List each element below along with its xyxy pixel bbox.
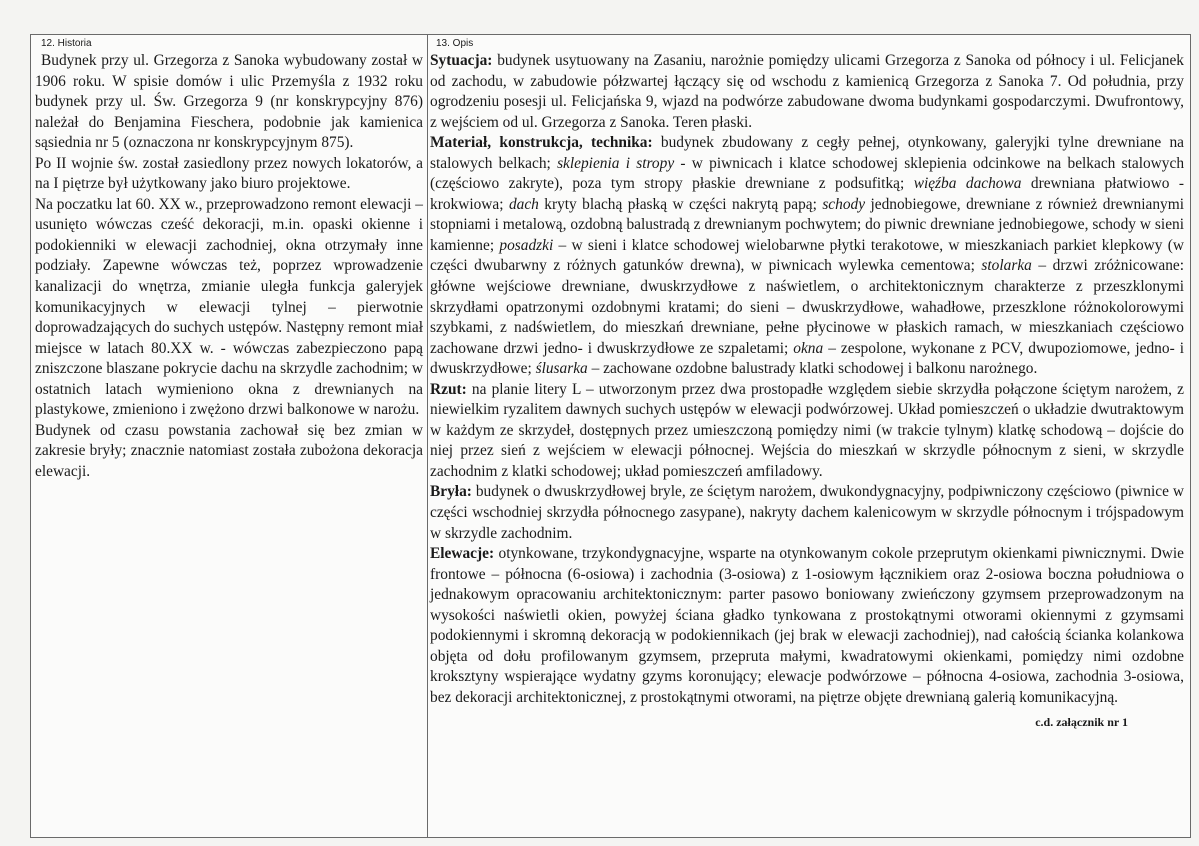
description-text bbox=[430, 51, 1184, 709]
material-text: jednobiegowe, drewniane z również drewnianymi stopniami i metalową, ozdobną balustradą z drewnianym pochwytem; do piwnic drewniane jednobiegowe, schody w sieni kamienne; bbox=[430, 195, 1184, 254]
material-text: – zachowane ozdobne balustrady klatki schodowej i balkonu narożnego. bbox=[587, 360, 1038, 378]
bryla-paragraph bbox=[430, 482, 1184, 544]
rzut-paragraph bbox=[430, 380, 1184, 483]
sytuacja-paragraph bbox=[430, 51, 1184, 133]
material-term: sklepienia i stropy - bbox=[557, 154, 686, 172]
history-paragraph: Po II wojnie św. został zasiedlony przez nowych lokatorów, a na I piętrze był użytkowany jako biuro projektowe. bbox=[35, 154, 423, 193]
material-paragraph bbox=[430, 133, 1184, 380]
elewacje-label: Elewacje: bbox=[430, 545, 495, 563]
elewacje-paragraph bbox=[430, 544, 1184, 708]
history-paragraph: Na poczatku lat 60. XX w., przeprowadzono remont elewacji – usunięto wówczas cześć dekoracji, m.in. opaski okienne i podokienniki w elewacji zachodniej, okna otrzymały inne podziały. Zapewne wówczas też, poprzez wprowadzenie kanalizacji do wnętrza, zmianie uległa funkcja galeryjek komunikacyjnych w elewacji tylnej – pierwotnie doprowadzających do suchych ustępów. Następny remont miał miejsce w latach 80.XX w. - wówczas zabezpieczono papą zniszczone blaszane pokrycie dachu na skrzydle zachodnim; w ostatnich latach wymieniono okna z drewnianych na plastykowe, zmieniono i zwężono drzwi balkonowe w narożu. bbox=[35, 195, 423, 419]
material-term: schody bbox=[822, 195, 866, 213]
history-paragraph: Budynek od czasu powstania zachował się bez zmian w zakresie bryły; znacznie natomiast została zubożona dekoracja elewacji. bbox=[35, 421, 423, 480]
description-header: 13. Opis bbox=[436, 38, 474, 49]
continuation-note: c.d. załącznik nr 1 bbox=[1035, 714, 1128, 729]
elewacje-text: otynkowane, trzykondygnacyjne, wsparte na otynkowanym cokole przeprutym okienkami piwnicznymi. Dwie frontowe – północna (6-osiowa) i zachodnia (3-osiowa) z 1-osiowym łącznikiem oraz 2-osiowa boczna południowa o jednakowym opracowaniu architektonicznym: parter pasowo boniowany zwieńczony gzymsem przeprowadzonym na wysokości naświetli okien, powyżej ściana gładko tynkowana z prostokątnymi otworami okiennymi z gzymsami podokiennymi i skromną dekoracją w podokiennikach (jej brak w elewacji zachodniej), nad całością ścianka kolankowa objęta od dołu profilowanym gzymsem, przepruta małymi, kwadratowymi okienkami, pomiędzy nimi ozdobne kroksztyny wspierające wydatny gzyms koronujący; elewacje podwórzowe – północna 4-osiowa, zachodnia 3-osiowa, bez dekoracji architektonicznej, z prostokątnymi otworami, na piętrze objęte drewnianą galerią komunikacyjną. bbox=[430, 545, 1184, 706]
rzut-label: Rzut: bbox=[430, 380, 467, 398]
history-paragraph: Budynek przy ul. Grzegorza z Sanoka wybudowany został w 1906 roku. W spisie domów i ulic Przemyśla z 1932 roku budynek przy ul. Św. Grzegorza 9 (nr konskrypcyjny 876) należał do Benjamina Fieschera, podobnie jak kamienica sąsiednia nr 5 (oznaczona nr konskrypcyjnym 875). bbox=[35, 52, 423, 152]
history-column bbox=[31, 35, 428, 837]
material-text: – zespolone, wykonane z PCV, dwupoziomowe, jedno- i dwuskrzydłowe; bbox=[430, 339, 1184, 378]
material-text: – w sieni i klatce schodowej wielobarwne płytki terakotowe, w mieszkaniach parkiet klepkowy (w części dwubarwny z różnych gatunków drewna), w piwnicach wylewka cementowa; bbox=[430, 236, 1185, 275]
material-term: stolarka bbox=[981, 257, 1032, 275]
material-text: kryty blachą płaską w części nakrytą papą; bbox=[538, 195, 823, 213]
sytuacja-text: budynek usytuowany na Zasaniu, narożnie pomiędzy ulicami Grzegorza z Sanoka od północy i ul. Felicjanek od zachodu, w zabudowie półzwartej łączący się od wschodu z kamienicą Grzegorza z Sanoka 7. Od południa, przy ogrodzeniu posesji ul. Felicjańska 9, wjazd na podwórze zabudowane dwoma budynkami gospodarczymi. Dwufrontowy, z wejściem od ul. Grzegorza z Sanoka. Teren płaski. bbox=[430, 52, 1184, 131]
material-label: Materiał, konstrukcja, technika: bbox=[430, 134, 653, 152]
history-text bbox=[35, 51, 423, 482]
history-header: 12. Historia bbox=[41, 38, 92, 49]
material-term: dach bbox=[508, 195, 539, 213]
material-text: – drzwi zróżnicowane: główne wejściowe drewniane, dwuskrzydłowe z naświetlem, o architektonicznym charakterze z przeszklonymi skrzydłami opatrzonymi ozdobnymi kratami; do sieni – dwuskrzydłowe, wahadłowe, przeszklone różnokolorowymi szybkami, z nadświetlem, do mieszkań drewniane, pełne płycinowe w płaskich ramach, w mieszkaniach częściowo zachowane drzwi jedno- i dwuskrzydłowe ze szpaletami; bbox=[430, 257, 1184, 357]
scan-margin bbox=[0, 0, 1199, 34]
material-text: w piwnicach i klatce schodowej sklepienia odcinkowe na belkach stalowych (częściowo zakryte), poza tym stropy płaskie drewniane z podsufitką; bbox=[430, 154, 1185, 193]
material-term: ślusarka bbox=[535, 360, 588, 378]
bryla-text: budynek o dwuskrzydłowej bryle, ze ściętym narożem, dwukondygnacyjny, podpiwniczony częściowo (piwnice w części wschodniej skrzydła północnego zasypane), nakryty dachem kalenicowym w skrzydle północnym i trójspadowym w skrzydle zachodnim. bbox=[430, 483, 1184, 542]
form-sheet bbox=[30, 34, 1191, 838]
material-term: posadzki bbox=[499, 236, 554, 254]
material-term: więźba dachowa bbox=[913, 175, 1022, 193]
material-text: budynek zbudowany z cegły pełnej, otynkowany, galeryjki tylne drewniane na stalowych belkach; bbox=[430, 134, 1184, 172]
rzut-text: na planie litery L – utworzonym przez dwa prostopadłe względem siebie skrzydła połączone ściętym narożem, z niewielkim ryzalitem dawnych suchych ustępów w elewacji podwórzowej. Układ pomieszczeń o układzie dwutraktowym w każdym ze skrzydeł, dostępnych przez umieszczoną pomiędzy nimi (w trakcie tylnym) klatkę schodową – dojście do niej przez sień z wejściem w elewacji północnej. Wejścia do mieszkań w skrzydle północnym z sieni, w skrzydle zachodnim z klatki schodowej; układ pomieszczeń amfiladowy. bbox=[430, 380, 1184, 480]
bryla-label: Bryła: bbox=[430, 483, 472, 501]
description-column bbox=[428, 35, 1190, 837]
sytuacja-label: Sytuacja: bbox=[430, 52, 493, 69]
material-term: okna bbox=[793, 339, 824, 357]
material-text: drewniana płatwiowo - krokwiowa; bbox=[430, 175, 1184, 213]
